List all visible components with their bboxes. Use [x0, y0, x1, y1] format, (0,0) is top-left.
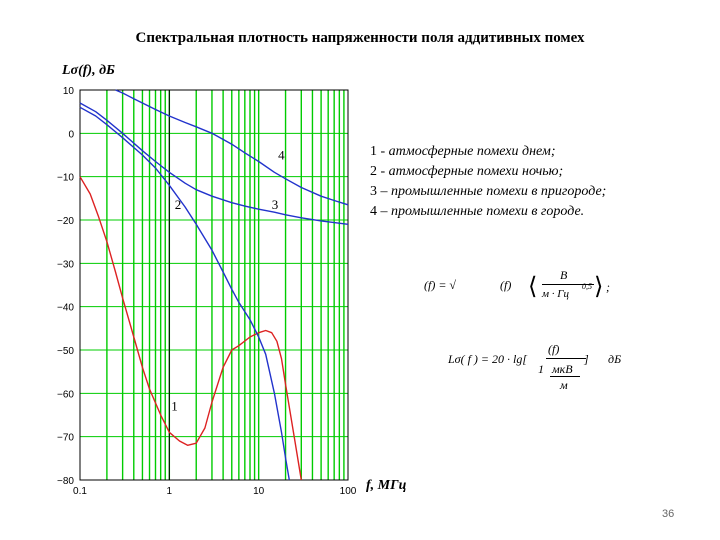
formula-1-exp: 0,5	[582, 282, 592, 291]
formula-1-bracket-right: ⟩	[594, 274, 604, 300]
formula-2-unit: дБ	[608, 352, 622, 366]
series-line-1	[80, 177, 301, 480]
formula-2-den: мкВ	[552, 362, 573, 376]
legend-item-2	[370, 162, 606, 182]
page-title: Спектральная плотность напряженности поля аддитивных помех	[135, 30, 585, 46]
curve-label: 2	[174, 197, 182, 213]
legend-text: - атмосферные помехи днем;	[377, 144, 556, 159]
y-tick-label: −70	[57, 432, 74, 444]
y-tick-label: 0	[68, 129, 74, 141]
y-tick-label: −10	[57, 172, 74, 184]
formula-2-fraction-line-2	[550, 376, 580, 377]
series-line-3	[80, 103, 348, 224]
series-line-2	[80, 107, 289, 480]
y-tick-label: 10	[62, 86, 74, 97]
y-axis-label: Lσ(f), дБ	[62, 63, 115, 78]
legend-text: - атмосферные помехи ночью;	[377, 164, 564, 179]
legend	[370, 142, 606, 222]
legend-num: 2	[370, 164, 377, 179]
legend-num: 3	[370, 184, 377, 199]
chart-grid	[80, 90, 348, 480]
legend-item-1	[370, 142, 606, 162]
y-tick-label: −20	[57, 216, 74, 227]
formula-1-lhs: (f) = √	[424, 278, 457, 292]
y-tick-label: −30	[57, 259, 74, 271]
x-axis-label: f, МГц	[366, 478, 407, 493]
legend-text: – промышленные помехи в пригороде;	[377, 184, 607, 199]
x-tick-label: 100	[339, 486, 357, 497]
formula-2-den2: м	[560, 378, 568, 392]
formula-2-num: (f)	[548, 342, 560, 356]
plot-frame	[80, 90, 348, 480]
chart-axes	[80, 90, 348, 480]
formula-1-den: м · Гц	[542, 288, 570, 300]
formula-1-mid: (f)	[500, 278, 512, 292]
y-tick-label: −50	[57, 346, 74, 357]
x-tick-label: 0.1	[73, 486, 87, 497]
formula-2	[448, 340, 628, 396]
formula-2-lhs: Lσ( f ) = 20 · lg[	[448, 352, 528, 366]
legend-num: 4	[370, 204, 377, 219]
curve-label: 1	[171, 398, 178, 414]
formula-1-bracket-left: ⟨	[528, 274, 538, 300]
chart-series	[80, 90, 348, 480]
formula-2-one: 1	[538, 362, 544, 376]
formula-1-tail: ;	[606, 280, 610, 294]
formula-1	[424, 268, 614, 308]
legend-item-3	[370, 182, 606, 202]
formula-2-fraction-line	[546, 358, 586, 359]
y-tick-label: −60	[57, 389, 74, 401]
legend-text: – промышленные помехи в городе.	[377, 204, 585, 219]
chart-annotations	[171, 147, 285, 413]
y-tick-label: −40	[57, 302, 74, 314]
formula-1-num: B	[560, 268, 568, 282]
curve-label: 4	[278, 147, 285, 163]
legend-num: 1	[370, 144, 377, 159]
formula-2-tail: ]	[584, 352, 589, 366]
y-tick-label: −80	[57, 476, 74, 487]
legend-item-4	[370, 202, 606, 222]
curve-label: 3	[271, 197, 279, 213]
x-tick-label: 10	[253, 486, 265, 497]
x-tick-label: 1	[166, 486, 173, 497]
page-number: 36	[662, 508, 675, 520]
